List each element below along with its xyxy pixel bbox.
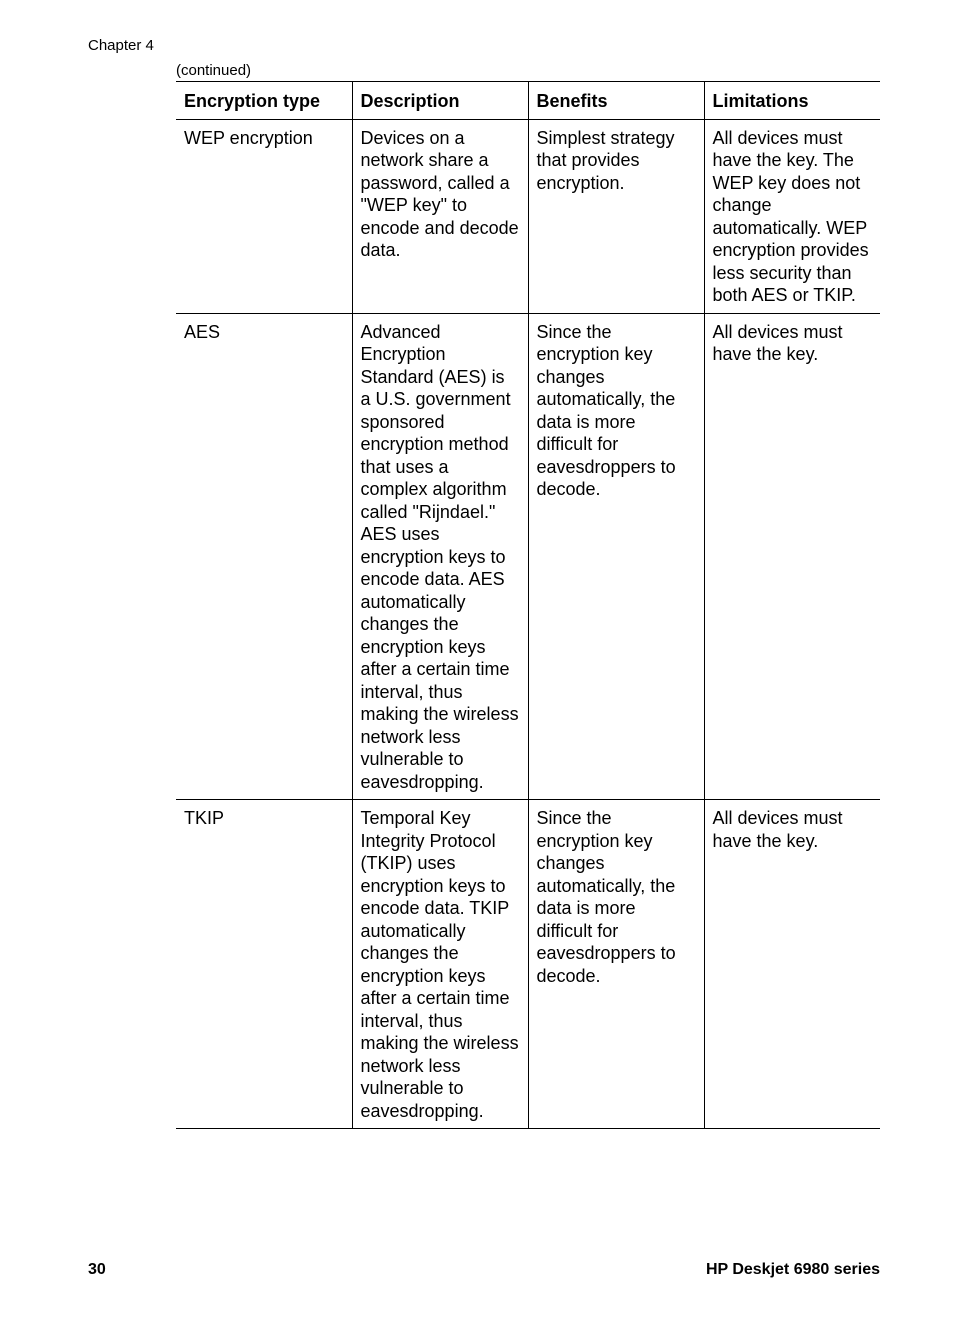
column-header-description: Description bbox=[352, 82, 528, 120]
product-name: HP Deskjet 6980 series bbox=[705, 1261, 880, 1278]
chapter-label: Chapter 4 bbox=[88, 37, 154, 54]
column-header-encryption-type: Encryption type bbox=[176, 82, 352, 120]
table-row bbox=[176, 313, 880, 800]
cell-encryption-type: TKIP bbox=[176, 800, 352, 1129]
cell-encryption-type: WEP encryption bbox=[176, 119, 352, 313]
continued-label: (continued) bbox=[176, 62, 252, 79]
column-header-benefits: Benefits bbox=[528, 82, 704, 120]
cell-limitations: All devices must have the key. bbox=[704, 800, 880, 1129]
cell-encryption-type: AES bbox=[176, 313, 352, 800]
table-header-row bbox=[176, 82, 880, 120]
cell-benefits: Simplest strategy that provides encryption. bbox=[528, 119, 704, 313]
cell-description: Temporal Key Integrity Protocol (TKIP) uses encryption keys to encode data. TKIP automatically changes the encryption keys after a certain time interval, thus making the wireless network less vulnerable to eavesdropping. bbox=[352, 800, 528, 1129]
encryption-table bbox=[176, 81, 880, 1129]
cell-limitations: All devices must have the key. bbox=[704, 313, 880, 800]
column-header-limitations: Limitations bbox=[704, 82, 880, 120]
table-row bbox=[176, 119, 880, 313]
cell-benefits: Since the encryption key changes automatically, the data is more difficult for eavesdroppers to decode. bbox=[528, 313, 704, 800]
cell-benefits: Since the encryption key changes automatically, the data is more difficult for eavesdroppers to decode. bbox=[528, 800, 704, 1129]
cell-limitations: All devices must have the key. The WEP key does not change automatically. WEP encryption provides less security than both AES or TKIP. bbox=[704, 119, 880, 313]
page-number: 30 bbox=[88, 1261, 106, 1278]
table-row bbox=[176, 800, 880, 1129]
cell-description: Devices on a network share a password, called a "WEP key" to encode and decode data. bbox=[352, 119, 528, 313]
cell-description: Advanced Encryption Standard (AES) is a U.S. government sponsored encryption method that uses a complex algorithm called "Rijndael." AES uses encryption keys to encode data. AES automatically changes the encryption keys after a certain time interval, thus making the wireless network less vulnerable to eavesdropping. bbox=[352, 313, 528, 800]
